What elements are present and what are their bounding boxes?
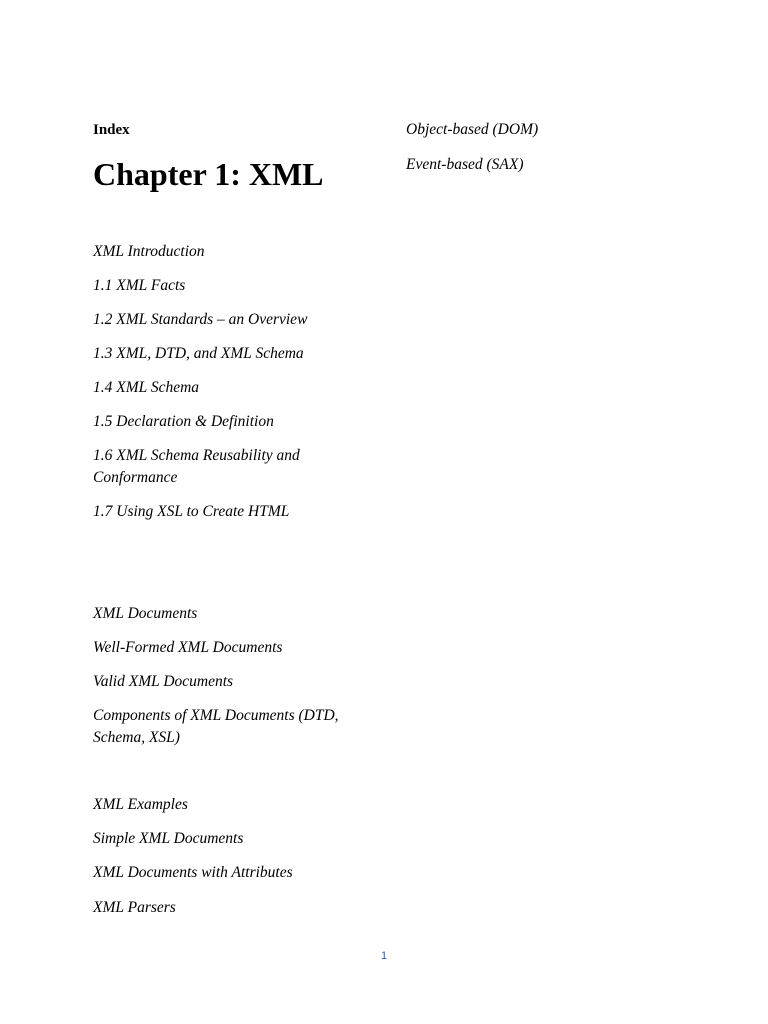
toc-item-1-6: 1.6 XML Schema Reusability and Conformance (93, 447, 300, 486)
toc-item-well-formed: Well-Formed XML Documents (93, 639, 283, 656)
toc-item-components: Components of XML Documents (DTD, Schema, XSL) (93, 707, 339, 746)
toc-item-xml-introduction: XML Introduction (93, 243, 205, 260)
toc-item-1-4: 1.4 XML Schema (93, 379, 200, 396)
chapter-title: Chapter 1: XML (93, 156, 324, 192)
toc-item-1-7: 1.7 Using XSL to Create HTML (93, 503, 290, 520)
toc-item-1-3: 1.3 XML, DTD, and XML Schema (93, 345, 304, 362)
page-number: 1 (380, 950, 388, 962)
index-label: Index (93, 122, 130, 138)
toc-item-1-5: 1.5 Declaration & Definition (93, 413, 274, 430)
toc-item-xml-examples: XML Examples (93, 796, 188, 813)
toc-item-1-2: 1.2 XML Standards – an Overview (93, 311, 308, 328)
toc-item-xml-documents: XML Documents (93, 605, 198, 622)
right-item-dom: Object-based (DOM) (406, 121, 539, 138)
toc-item-xml-parsers: XML Parsers (93, 899, 176, 916)
right-item-sax: Event-based (SAX) (406, 156, 524, 173)
toc-item-valid: Valid XML Documents (93, 673, 234, 690)
toc-item-attributes: XML Documents with Attributes (93, 864, 293, 881)
toc-item-1-1: 1.1 XML Facts (93, 277, 186, 294)
toc-item-simple-xml: Simple XML Documents (93, 830, 244, 847)
